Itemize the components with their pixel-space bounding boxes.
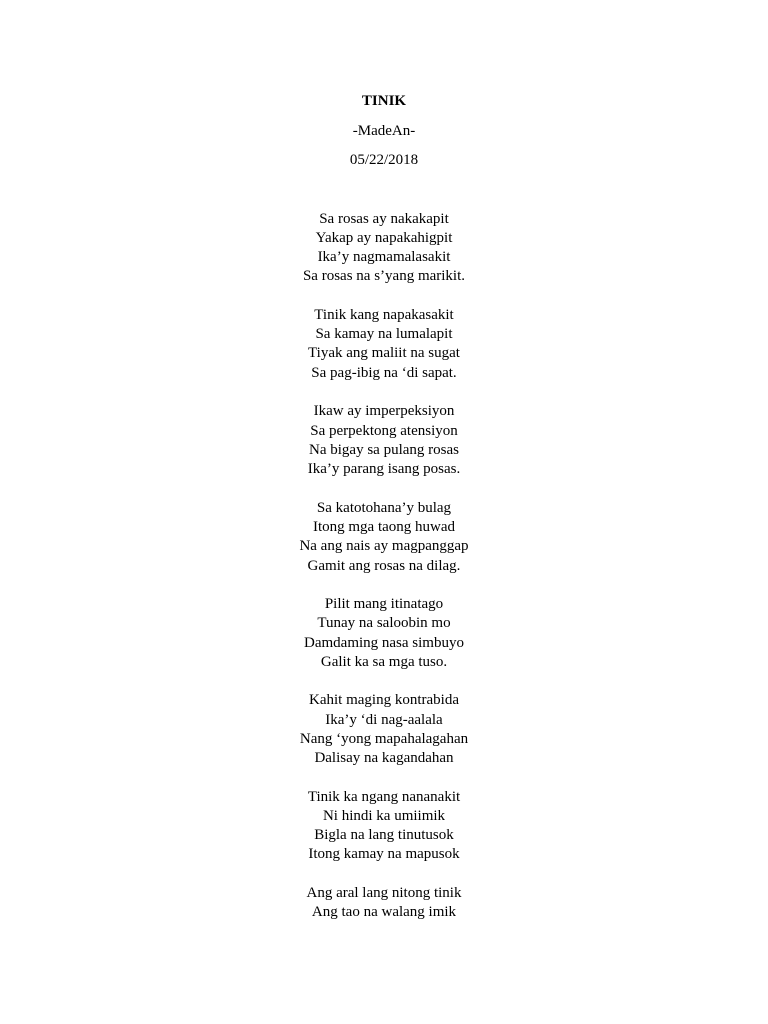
poem-line: Gamit ang rosas na dilag. — [307, 558, 461, 574]
poem-title: TINIK — [361, 93, 407, 109]
poem-line: Sa rosas ay nakakapit — [319, 211, 449, 227]
poem-line: Tunay na saloobin mo — [317, 615, 451, 631]
poem-author: -MadeAn- — [352, 123, 416, 139]
poem-line: Tiyak ang maliit na sugat — [308, 345, 460, 361]
poem-line: Yakap ay napakahigpit — [315, 230, 453, 246]
poem-line: Ika’y nagmamalasakit — [317, 249, 451, 265]
poem-line: Ang aral lang nitong tinik — [306, 885, 462, 901]
poem-line: Na ang nais ay magpanggap — [299, 538, 469, 554]
poem-line: Sa pag-ibig na ‘di sapat. — [311, 365, 457, 381]
poem-date: 05/22/2018 — [349, 152, 419, 168]
poem-line: Sa kamay na lumalapit — [315, 326, 453, 342]
poem-line: Ika’y parang isang posas. — [307, 461, 461, 477]
poem-line: Itong kamay na mapusok — [308, 846, 460, 862]
poem-line: Sa rosas na s’yang marikit. — [302, 268, 466, 284]
poem-line: Damdaming nasa simbuyo — [304, 635, 464, 651]
poem-line: Pilit mang itinatago — [324, 596, 444, 612]
poem-line: Kahit maging kontrabida — [309, 692, 459, 708]
poem-line: Dalisay na kagandahan — [314, 750, 454, 766]
poem-line: Ikaw ay imperpeksiyon — [313, 403, 455, 419]
poem-line: Tinik ka ngang nananakit — [307, 789, 461, 805]
poem-line: Nang ‘yong mapahalagahan — [299, 731, 469, 747]
poem-line: Itong mga taong huwad — [312, 519, 456, 535]
poem-line: Na bigay sa pulang rosas — [309, 442, 459, 458]
poem-line: Tinik kang napakasakit — [314, 307, 454, 323]
poem-line: Sa perpektong atensiyon — [310, 423, 458, 439]
poem-line: Sa katotohana’y bulag — [316, 500, 452, 516]
poem-line: Galit ka sa mga tuso. — [320, 654, 448, 670]
poem-line: Ika’y ‘di nag-aalala — [325, 712, 443, 728]
poem-line: Bigla na lang tinutusok — [314, 827, 454, 843]
poem-line: Ni hindi ka umiimik — [322, 808, 446, 824]
poem-line: Ang tao na walang imik — [311, 904, 457, 920]
